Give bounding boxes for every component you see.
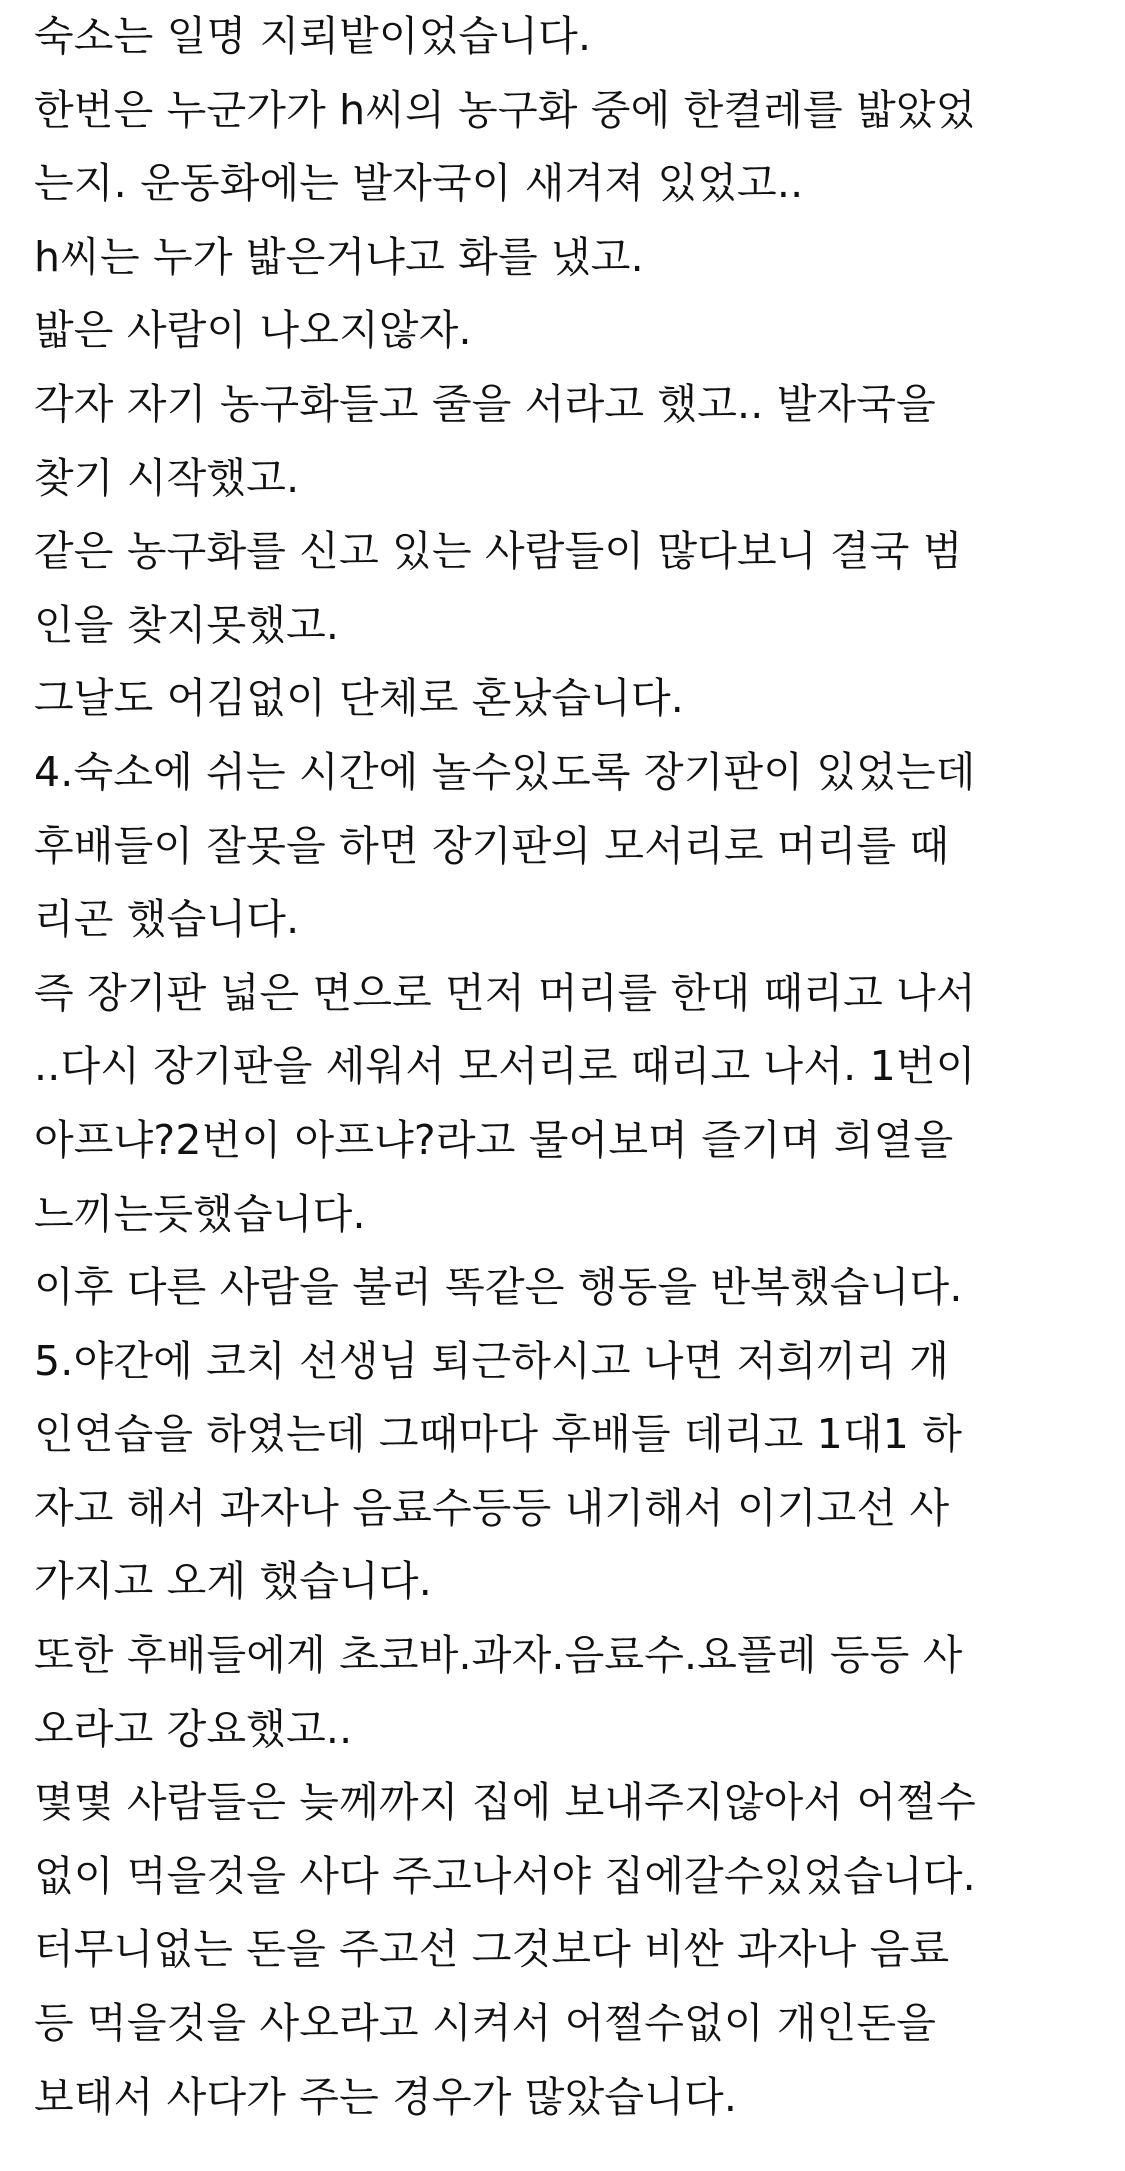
text-line: 터무니없는 돈을 주고선 그것보다 비싼 과자나 음료 xyxy=(34,1925,950,1974)
text-line: 5.야간에 코치 선생님 퇴근하시고 나면 저희끼리 개 xyxy=(34,1336,950,1385)
text-line: h씨는 누가 밟은거냐고 화를 냈고. xyxy=(34,232,644,281)
text-line: 이후 다른 사람을 불러 똑같은 행동을 반복했습니다. xyxy=(34,1263,963,1312)
text-line: 밟은 사람이 나오지않자. xyxy=(34,306,472,355)
text-line: 인을 찾지못했고. xyxy=(34,600,340,649)
text-line: ..다시 장기판을 세워서 모서리로 때리고 나서. 1번이 xyxy=(34,1042,976,1091)
text-line: 자고 해서 과자나 음료수등등 내기해서 이기고선 사 xyxy=(34,1483,950,1532)
text-line: 오라고 강요했고.. xyxy=(34,1704,353,1753)
text-line: 같은 농구화를 신고 있는 사람들이 많다보니 결국 범 xyxy=(34,527,963,576)
text-line: 리곤 했습니다. xyxy=(34,895,300,944)
text-line: 인연습을 하였는데 그때마다 후배들 데리고 1대1 하 xyxy=(34,1410,963,1459)
text-line: 즉 장기판 넓은 면으로 먼저 머리를 한대 때리고 나서 xyxy=(34,968,976,1017)
text-line: 몇몇 사람들은 늦께까지 집에 보내주지않아서 어쩔수 xyxy=(34,1778,976,1827)
document-body xyxy=(34,0,1104,2134)
text-line: 는지. 운동화에는 발자국이 새겨져 있었고.. xyxy=(34,159,804,208)
text-line: 후배들이 잘못을 하면 장기판의 모서리로 머리를 때 xyxy=(34,821,950,870)
text-line: 없이 먹을것을 사다 주고나서야 집에갈수있었습니다. xyxy=(34,1851,976,1900)
text-line: 그날도 어김없이 단체로 혼났습니다. xyxy=(34,674,685,723)
text-line: 찾기 시작했고. xyxy=(34,453,300,502)
text-line: 등 먹을것을 사오라고 시켜서 어쩔수없이 개인돈을 xyxy=(34,1999,937,2048)
text-line: 각자 자기 농구화들고 줄을 서라고 했고.. 발자국을 xyxy=(34,379,936,428)
text-line: 또한 후배들에게 초코바.과자.음료수.요플레 등등 사 xyxy=(34,1631,963,1680)
text-line: 한번은 누군가가 h씨의 농구화 중에 한켤레를 밟았었 xyxy=(34,85,976,134)
text-line: 보태서 사다가 주는 경우가 많았습니다. xyxy=(34,2072,738,2121)
text-line: 아프냐?2번이 아프냐?라고 물어보며 즐기며 희열을 xyxy=(34,1115,954,1164)
text-line: 숙소는 일명 지뢰밭이었습니다. xyxy=(34,12,592,60)
text-line: 4.숙소에 쉬는 시간에 놀수있도록 장기판이 있었는데 xyxy=(34,747,976,796)
text-line: 가지고 오게 했습니다. xyxy=(34,1557,432,1606)
text-line: 느끼는듯했습니다. xyxy=(34,1189,366,1238)
